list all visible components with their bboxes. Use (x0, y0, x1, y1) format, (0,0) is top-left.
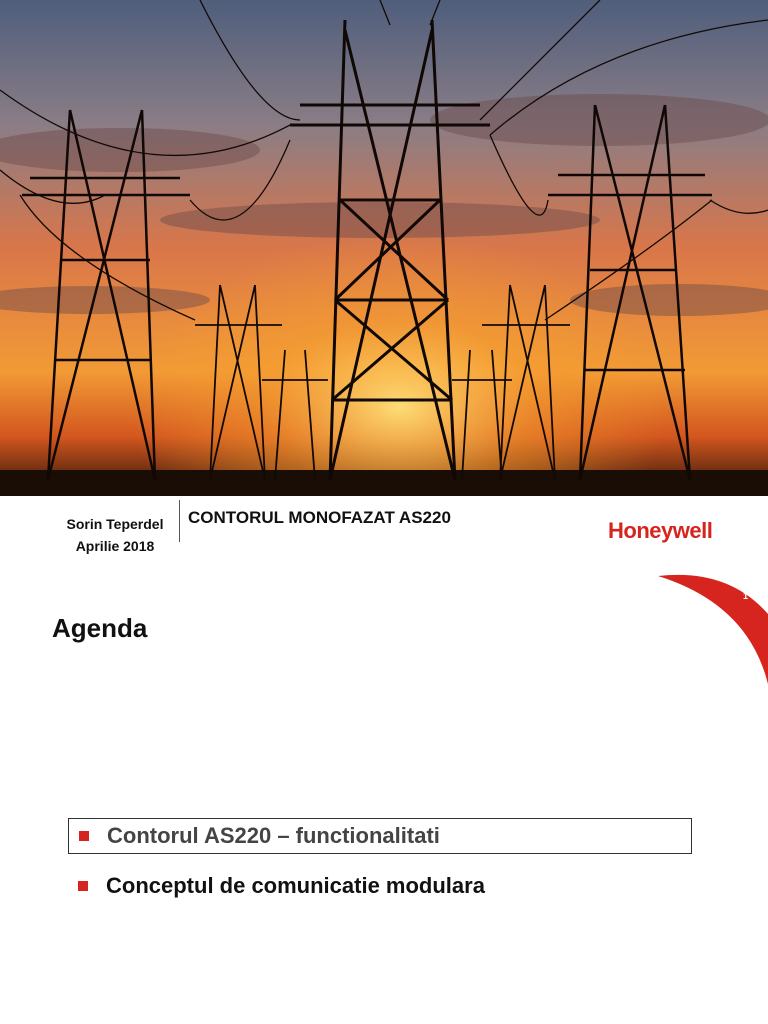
page-number: 1 (742, 591, 748, 601)
agenda-item-label: Conceptul de comunicatie modulara (106, 873, 485, 898)
author-block (50, 513, 180, 557)
deck-title: CONTORUL MONOFAZAT AS220 (188, 508, 451, 527)
agenda-item-label: Contorul AS220 – functionalitati (107, 823, 440, 848)
author-name: Sorin Teperdel (66, 516, 164, 532)
agenda-list (68, 818, 692, 918)
power-lines-sunset-photo (0, 0, 768, 496)
presentation-date: Aprilie 2018 (75, 538, 155, 554)
slide-title: Agenda (52, 613, 148, 643)
honeywell-logo: Honeywell (608, 518, 713, 543)
agenda-item-functionalitati (68, 818, 692, 854)
header-divider (179, 500, 180, 542)
corner-swoosh (658, 574, 768, 684)
square-bullet-icon (79, 831, 89, 841)
square-bullet-icon (78, 881, 88, 891)
agenda-item-comunicatie (68, 868, 692, 904)
